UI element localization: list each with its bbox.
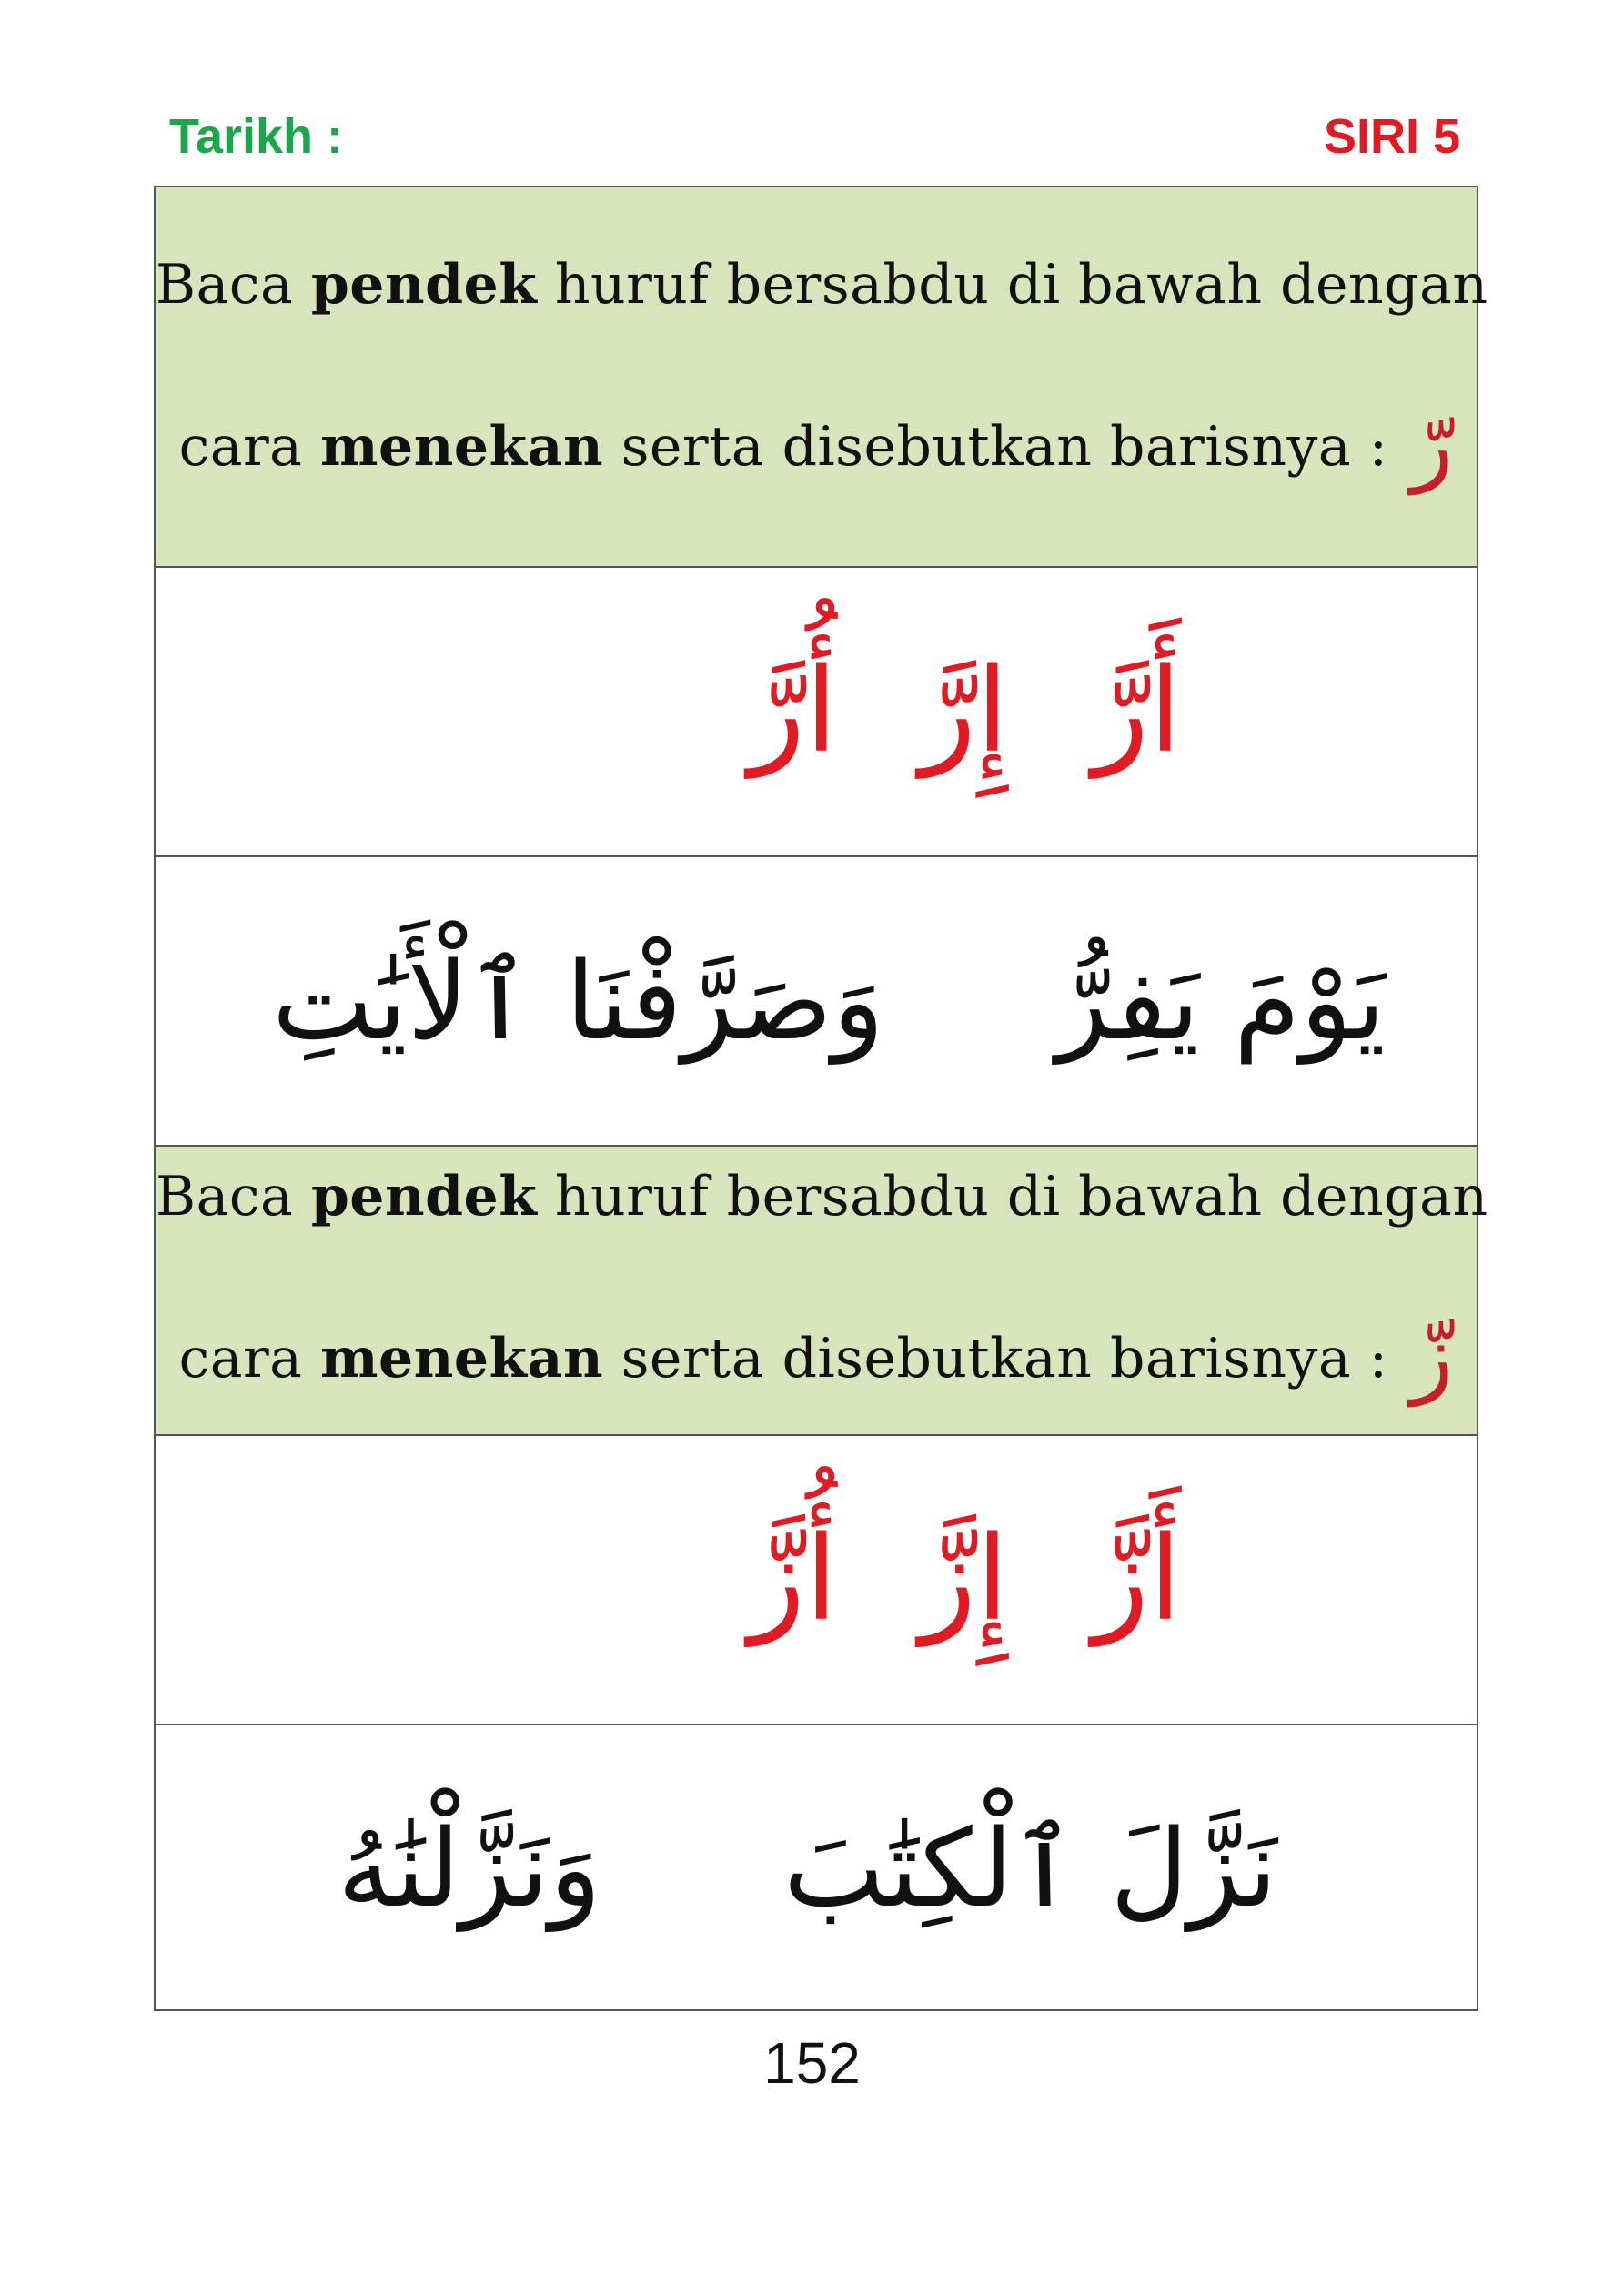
drill-word: أَرَّ — [1093, 643, 1182, 779]
instruction-line-1: Baca pendek huruf bersabdu di bawah dengan — [156, 253, 1488, 317]
instruction-line-2: cara menekan serta disebutkan barisnya : رّ — [178, 393, 1454, 495]
emphasis-pendek: pendek — [310, 1165, 538, 1229]
drill-word: إِرَّ — [920, 643, 1009, 779]
drill-word: أَزَّ — [1093, 1512, 1182, 1647]
emphasis-pendek: pendek — [310, 253, 538, 317]
target-letter-ra: رّ — [1411, 393, 1454, 495]
drill-row-ra — [156, 568, 1477, 857]
worksheet-card — [154, 186, 1488, 2011]
target-letter-zai: زّ — [1411, 1305, 1454, 1407]
drill-word: إِزَّ — [920, 1512, 1009, 1647]
example-phrase: يَوْمَ يَفِرُّ — [1056, 938, 1387, 1064]
instruction-line-1: Baca pendek huruf bersabdu di bawah dengan — [156, 1165, 1488, 1229]
emphasis-menekan: menekan — [320, 415, 604, 479]
instruction-panel-zai — [156, 1147, 1488, 1436]
instruction-panel-ra — [156, 187, 1488, 568]
drill-row-zai — [156, 1436, 1477, 1725]
example-phrase: نَزَّلَ ٱلْكِتَٰبَ — [783, 1805, 1277, 1931]
emphasis-menekan: menekan — [320, 1327, 604, 1391]
instruction-line-2: cara menekan serta disebutkan barisnya : زّ — [178, 1305, 1454, 1407]
drill-word: أُرَّ — [749, 643, 838, 779]
example-row-zai — [156, 1725, 1477, 2011]
series-label: SIRI 5 — [1323, 109, 1460, 164]
example-phrase: وَصَرَّفْنَا ٱلْأَيَٰتِ — [272, 938, 884, 1064]
page-number: 152 — [763, 2030, 861, 2096]
drill-word: أُزَّ — [749, 1512, 838, 1647]
example-row-ra — [156, 857, 1477, 1147]
example-phrase: وَنَزَّلْنَٰهُ — [338, 1805, 601, 1931]
date-label: Tarikh : — [169, 109, 344, 164]
